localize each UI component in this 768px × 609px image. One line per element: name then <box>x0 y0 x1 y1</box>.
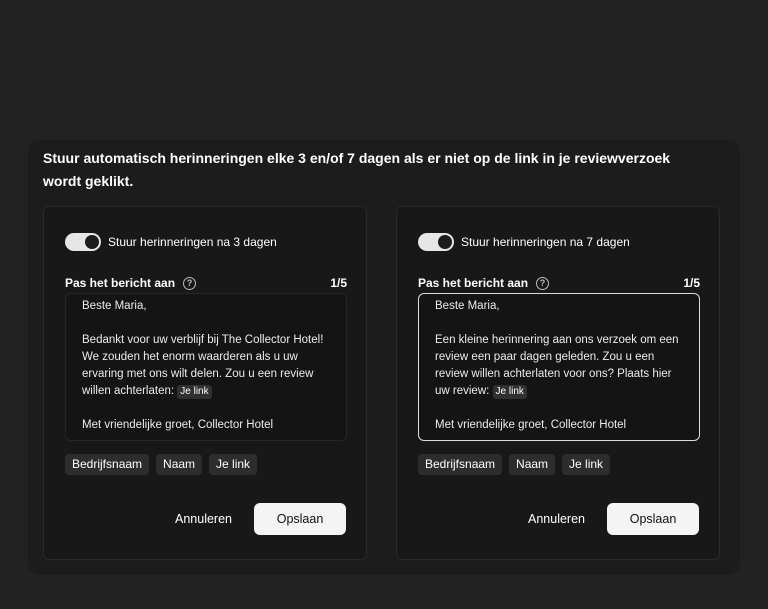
inline-link-chip: Je link <box>177 385 211 399</box>
cancel-button[interactable]: Annuleren <box>528 512 585 526</box>
reminder-toggle-3-days[interactable] <box>65 233 101 251</box>
variable-chips <box>418 454 610 475</box>
chip-company-name[interactable]: Bedrijfsnaam <box>65 454 149 475</box>
message-greeting: Beste Maria, <box>435 300 500 312</box>
message-body-text: Bedankt voor uw verblijf bij The Collector Hotel! We zouden het enorm waarderen als u uw ervaring met ons wilt delen. Zou u een review willen achterlaten: <box>82 334 324 397</box>
chip-name[interactable]: Naam <box>156 454 202 475</box>
card-actions <box>528 503 699 535</box>
save-button[interactable]: Opslaan <box>607 503 699 535</box>
message-textarea[interactable] <box>418 293 700 441</box>
message-body <box>82 332 332 400</box>
chip-link[interactable]: Je link <box>562 454 610 475</box>
reminder-card-3-days <box>43 206 367 560</box>
message-header <box>65 274 347 292</box>
toggle-label: Stuur herinneringen na 3 dagen <box>108 235 277 249</box>
reminder-settings-panel <box>28 140 740 575</box>
chip-name[interactable]: Naam <box>509 454 555 475</box>
question-circle-icon[interactable]: ? <box>536 277 549 290</box>
save-button[interactable]: Opslaan <box>254 503 346 535</box>
panel-heading: Stuur automatisch herinneringen elke 3 en/of 7 dagen als er niet op de link in je reviewverzoek wordt geklikt. <box>43 150 671 189</box>
variable-chips <box>65 454 257 475</box>
card-actions <box>175 503 346 535</box>
reminder-toggle-7-days[interactable] <box>418 233 454 251</box>
message-signoff: Met vriendelijke groet, Collector Hotel <box>82 419 274 431</box>
toggle-row <box>418 233 630 251</box>
inline-link-chip: Je link <box>493 385 527 399</box>
toggle-label: Stuur herinneringen na 7 dagen <box>461 235 630 249</box>
message-greeting: Beste Maria, <box>82 300 147 312</box>
message-counter: 1/5 <box>683 276 700 290</box>
message-textarea[interactable] <box>65 293 347 441</box>
reminder-card-7-days <box>396 206 720 560</box>
toggle-knob <box>85 235 99 249</box>
message-counter: 1/5 <box>330 276 347 290</box>
message-signoff: Met vriendelijke groet, Collector Hotel <box>435 419 627 431</box>
chip-link[interactable]: Je link <box>209 454 257 475</box>
message-header <box>418 274 700 292</box>
message-title: Pas het bericht aan <box>418 276 529 290</box>
chip-company-name[interactable]: Bedrijfsnaam <box>418 454 502 475</box>
cancel-button[interactable]: Annuleren <box>175 512 232 526</box>
message-title: Pas het bericht aan <box>65 276 176 290</box>
toggle-knob <box>438 235 452 249</box>
question-circle-icon[interactable]: ? <box>183 277 196 290</box>
toggle-row <box>65 233 277 251</box>
message-body-text: Een kleine herinnering aan ons verzoek om een review een paar dagen geleden. Zou u een review willen achterlaten voor ons? Plaats hier uw review: <box>435 334 679 397</box>
message-body <box>435 332 685 400</box>
